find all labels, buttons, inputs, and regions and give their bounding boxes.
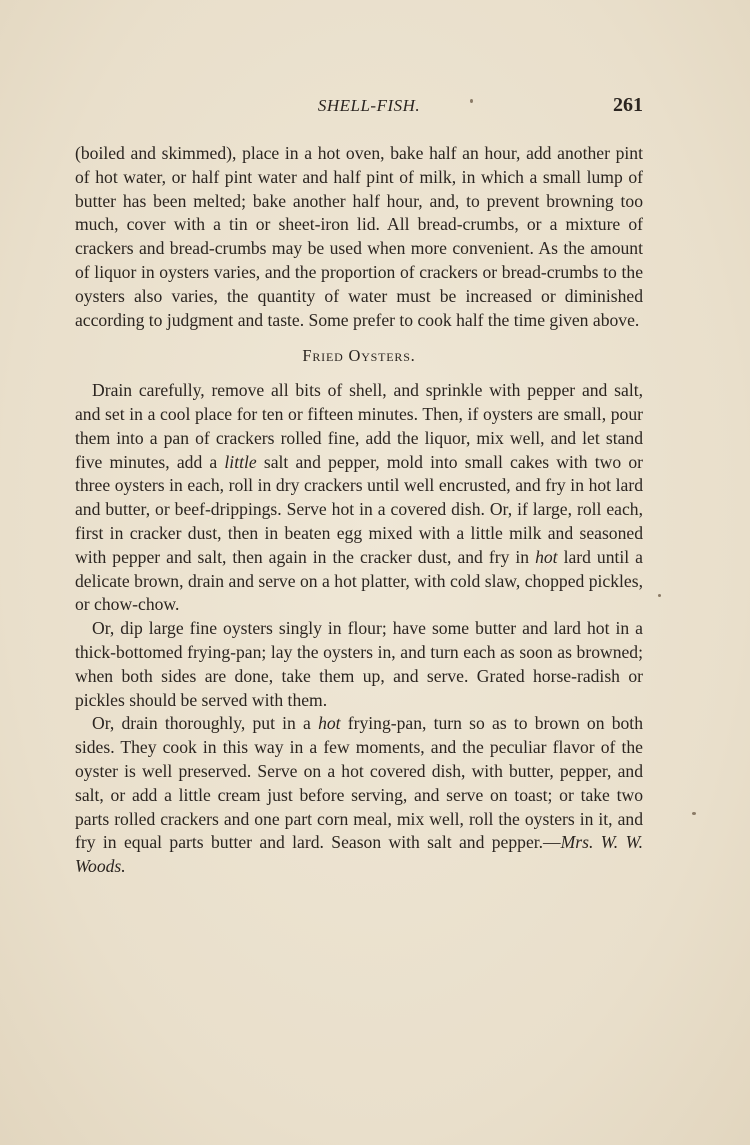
continued-paragraph: (boiled and skimmed), place in a hot oven, bake half an hour, add another pint of hot water, or half pint water and half pint of milk, in which a small lump of butter has been melted; bake another half hour, and, to prevent browning too much, cover with a tin or sheet-iron lid. All bread-crumbs, or a mixture of crackers and bread-crumbs may be used when more convenient. As the amount of liquor in oysters varies, and the proportion of crackers or bread-crumbs to the oysters also varies, the quantity of water must be increased or diminished according to judgment and taste. Some prefer to cook half the time given above. [75, 143, 643, 330]
page-number: 261 [613, 94, 643, 116]
text-run: Or, drain thoroughly, put in a [92, 713, 319, 734]
paper-speck [692, 812, 696, 815]
author-attribution: Mrs. W. W. Woods. [75, 832, 644, 877]
page-header [75, 96, 643, 124]
paragraph-fried-oysters-2: Or, dip large fine oysters singly in flour; have some butter and lard hot in a thick-bottomed frying-pan; lay the oysters in, and turn each as soon as browned; when both sides are done, take them up, and serve. Grated horse-radish or pickles should be served with them. [75, 618, 643, 710]
italic-text: hot [318, 713, 341, 734]
text-run: frying-pan, turn so as to brown on both sides. They cook in this way in a few moments, and the peculiar flavor of the oyster is well preserved. Serve on a hot covered dish, with butter, pepper, and salt, or add a little cream just before serving, and serve on toast; or take two parts rolled crackers and one part corn meal, mix well, roll the oysters in it, and fry in equal parts butter and lard. Season with salt and pepper.— [75, 713, 643, 853]
paragraph-fried-oysters-3 [75, 712, 643, 879]
running-head: SHELL-FISH. [317, 96, 421, 115]
section-title: Fried Oysters. [302, 346, 416, 366]
paper-speck [658, 594, 661, 597]
text-run: lard until a delicate brown, drain and serve on a hot platter, with cold slaw, chopped pickles, or chow-chow. [75, 546, 643, 615]
text-run: Drain carefully, remove all bits of shell, and sprinkle with pepper and salt, and set in a cool place for ten or fifteen minutes. Then, if oysters are small, pour them into a pan of crackers rolled fine, add the liquor, mix well, and let stand five minutes, add a [75, 380, 643, 472]
italic-text: little [224, 451, 257, 472]
paragraph-fried-oysters-1 [75, 379, 643, 617]
text-run: salt and pepper, mold into small cakes with two or three oysters in each, roll in dry crackers until well encrusted, and fry in hot lard and butter, or beef-drippings. Serve hot in a covered dish. Or, if large, roll each, first in cracker dust, then in beaten egg mixed with a little milk and seasoned with pepper and salt, then again in the cracker dust, and fry in [75, 451, 643, 567]
page-body [75, 142, 643, 879]
italic-text: hot [535, 546, 558, 567]
